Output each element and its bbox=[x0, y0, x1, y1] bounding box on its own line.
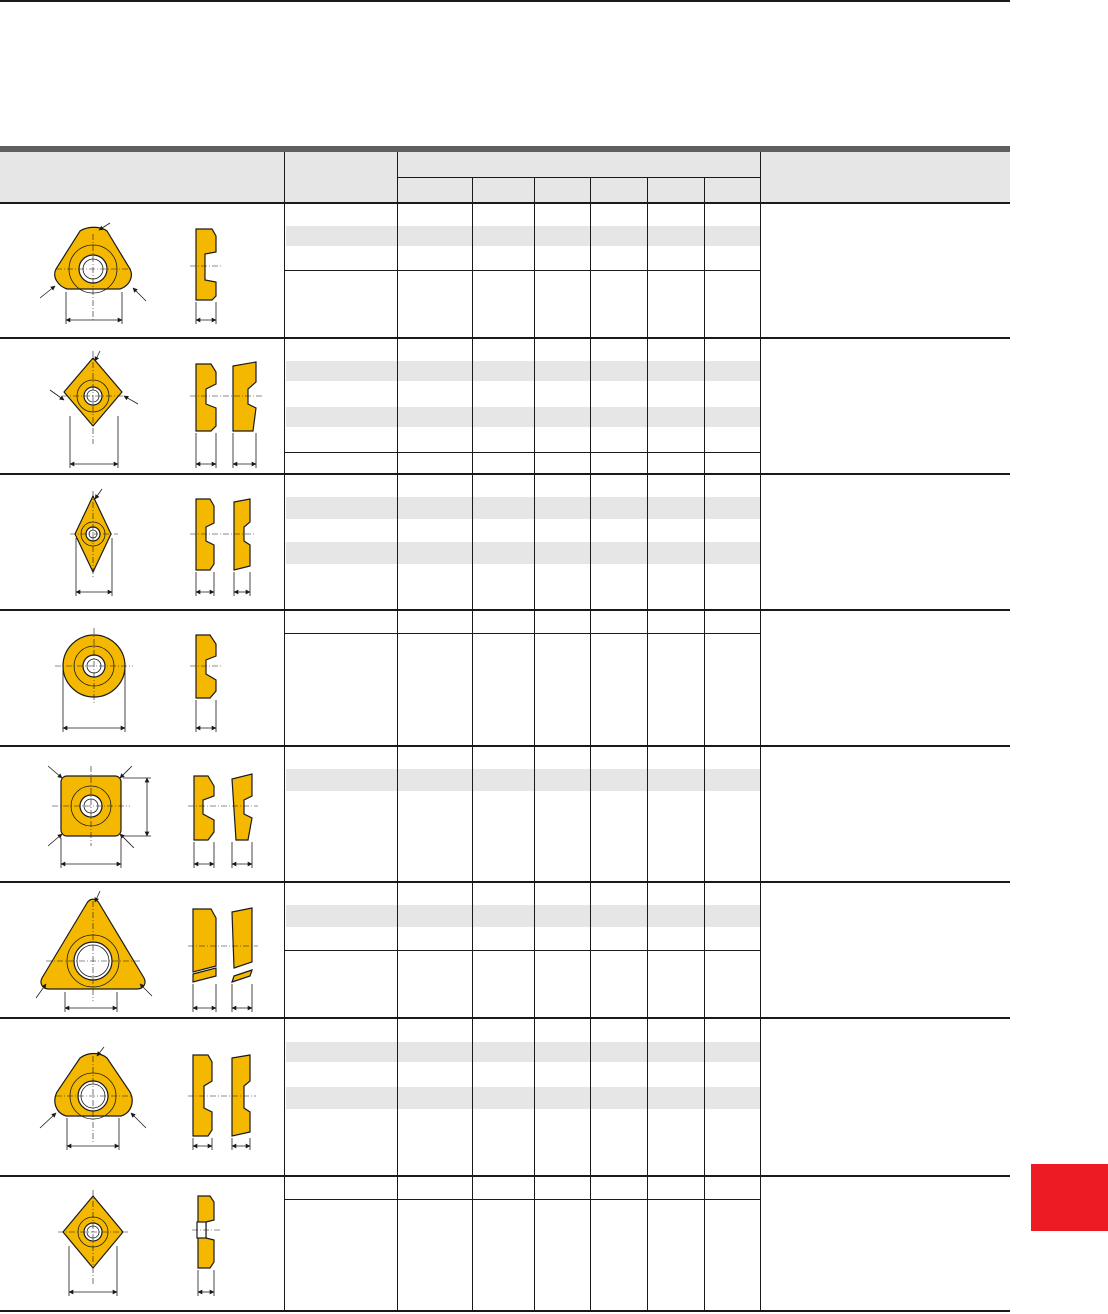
trigon-insert-icon bbox=[40, 223, 146, 324]
square-insert-icon bbox=[50, 351, 138, 468]
insert-catalog-table bbox=[0, 146, 1010, 1312]
square-side-view-icon bbox=[192, 1196, 222, 1296]
table-header bbox=[0, 146, 1010, 203]
triangle-side-view-icon bbox=[188, 908, 258, 1012]
top-rule bbox=[0, 0, 1010, 2]
section-tab bbox=[1031, 1164, 1108, 1231]
square-side-view-icon bbox=[188, 774, 258, 868]
rhombic-insert-icon bbox=[70, 489, 118, 596]
round-side-view-icon bbox=[190, 635, 222, 732]
section-separators bbox=[0, 338, 1010, 1311]
row-stripes bbox=[286, 226, 760, 1109]
square-side-view-icon bbox=[190, 362, 262, 468]
trigon-side-view-icon bbox=[188, 1055, 256, 1150]
triangle-insert-icon bbox=[36, 891, 152, 1012]
rhombic-side-view-icon bbox=[190, 499, 256, 596]
trigon-side-view-icon bbox=[190, 229, 222, 324]
square-insert-icon bbox=[48, 766, 151, 868]
trigon-insert-icon bbox=[40, 1047, 146, 1150]
square-insert-icon bbox=[58, 1190, 128, 1296]
round-insert-icon bbox=[55, 628, 133, 732]
